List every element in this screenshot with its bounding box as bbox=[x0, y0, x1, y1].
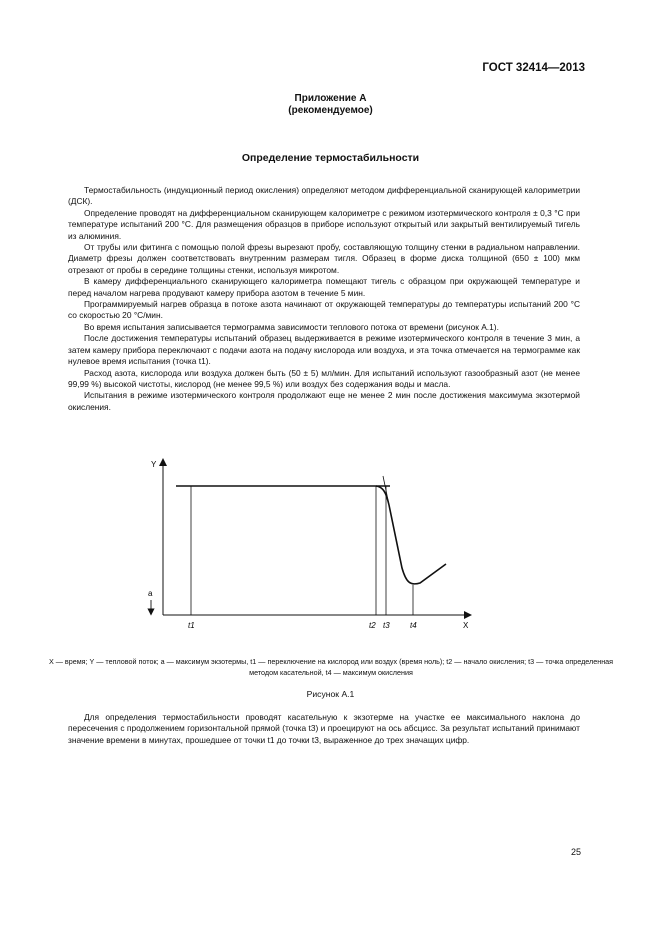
x-axis-label: X bbox=[463, 621, 469, 630]
paragraph: Для определения термостабильности проводят касательную к экзотерме на участке ее максимального наклона до пересечения с продолжением горизонтальной прямой (точка t3) и проецируют на ось абсцисс. За результат испытаний принимают значение времени в минутах, прошедшее от точки t1 до точки t3, выраженное до трех значащих цифр. bbox=[68, 712, 580, 745]
a-label: а bbox=[148, 589, 153, 598]
paragraph: После достижения температуры испытаний образец выдерживается в режиме изотермического контроля в течение 3 мин, а затем камеру прибора переключают с подачи азота на подачу кислорода или воздуха, и эта точка отмечается на термограмме как нулевое время испытания (точка t1). bbox=[68, 333, 580, 367]
appendix-title: Приложение А bbox=[294, 93, 367, 104]
paragraph: Определение проводят на дифференциальном сканирующем калориметре с режимом изотермического контроля ± 0,3 °С при температуре испытаний 200 °С. Для размещения образцов в приборе используют открытый или закрытый вентилируемый тигель из алюминия. bbox=[68, 207, 580, 241]
tangent-line bbox=[383, 476, 398, 548]
closing-text bbox=[68, 712, 580, 746]
paragraph: Программируемый нагрев образца в потоке азота начинают от окружающей температуры до температуры испытаний 200 °С со скоростью 20 °С/мин. bbox=[68, 299, 580, 321]
paragraph: От трубы или фитинга с помощью полой фрезы вырезают пробу, составляющую толщину стенки в радиальном направлении. Диаметр фрезы должен соответствовать внутренним размерам тигля. Образец в форме диска толщиной (650 ± 100) мкм отрезают от пробы в середине толщины стенки, используя микротом. bbox=[68, 242, 580, 275]
tick-t4: t4 bbox=[410, 621, 417, 630]
y-axis-label: Y bbox=[151, 460, 157, 469]
standard-number: ГОСТ 32414—2013 bbox=[482, 62, 585, 74]
paragraph: Расход азота, кислорода или воздуха должен быть (50 ± 5) мл/мин. Для испытаний используют газообразный азот (не менее 99,99 %) высокой чистоты, кислород (не менее 99,5 %) или воздух без содержания воды и масла. bbox=[68, 367, 580, 389]
paragraph: Термостабильность (индукционный период окисления) определяют методом дифференциальной сканирующей калориметрии (ДСК). bbox=[68, 185, 580, 207]
appendix-heading bbox=[0, 93, 661, 117]
tick-t2: t2 bbox=[369, 621, 376, 630]
tick-t3: t3 bbox=[383, 621, 390, 630]
page-number: 25 bbox=[570, 847, 581, 857]
figure-legend: X — время; Y — тепловой поток; а — максимум экзотермы, t1 — переключение на кислород или воздух (время ноль); t2 — начало окисления; t3 — точка определенная методом касательной, t4 — максимум окисления bbox=[48, 657, 614, 677]
exotherm-curve bbox=[376, 486, 446, 584]
paragraph: Во время испытания записывается термограмма зависимости теплового потока от времени (рисунок А.1). bbox=[84, 321, 499, 332]
figure-caption: Рисунок А.1 bbox=[306, 689, 355, 699]
tick-t1: t1 bbox=[188, 621, 195, 630]
appendix-subtitle: (рекомендуемое) bbox=[288, 105, 373, 116]
section-title: Определение термостабильности bbox=[241, 152, 420, 164]
body-text bbox=[68, 185, 580, 413]
paragraph: Испытания в режиме изотермического контроля продолжают еще не менее 2 мин после достижения максимума экзотермой окисления. bbox=[68, 390, 580, 412]
thermogram-figure bbox=[0, 450, 661, 640]
paragraph: В камеру дифференциального сканирующего калориметра помещают тигель с образцом при окружающей температуре и перед началом нагрева продувают камеру прибора азотом в течение 5 мин. bbox=[68, 276, 580, 298]
